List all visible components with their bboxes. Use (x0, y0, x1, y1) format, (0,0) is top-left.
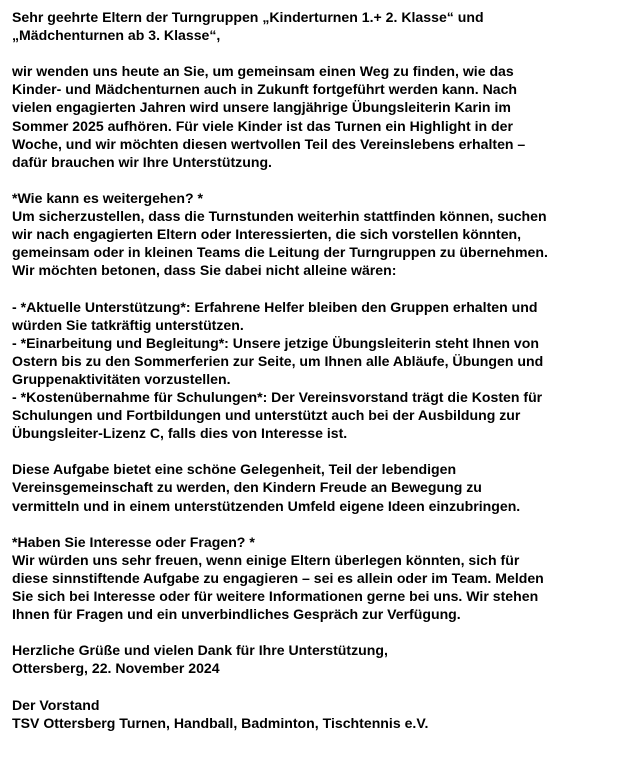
opportunity-line-1: Diese Aufgabe bietet eine schöne Gelegenheit, Teil der lebendigen (12, 461, 457, 478)
interest-line-4: Ihnen für Fragen und ein unverbindliches Gespräch zur Verfügung. (12, 606, 461, 623)
closing-place-date: Ottersberg, 22. November 2024 (12, 660, 220, 677)
support-item-onboarding: - *Einarbeitung und Begleitung*: Unsere jetzige Übungsleiterin steht Ihnen von (12, 334, 539, 351)
continuation-line-1: Um sicherzustellen, dass die Turnstunden weiterhin stattfinden können, suchen (12, 208, 547, 225)
continuation-line-4: Wir möchten betonen, dass Sie dabei nicht alleine wären: (12, 262, 397, 279)
support-item-costs-cont-1: Schulungen und Fortbildungen und unterstützt auch bei der Ausbildung zur (12, 407, 521, 424)
continuation-line-2: wir nach engagierten Eltern oder Interessierten, die sich vorstellen könnten, (12, 226, 522, 243)
support-item-onboarding-cont-1: Ostern bis zu den Sommerferien zur Seite, um Ihnen alle Abläufe, Übungen und (12, 352, 544, 369)
support-item-costs: - *Kostenübernahme für Schulungen*: Der Vereinsvorstand trägt die Kosten für (12, 388, 543, 405)
support-item-onboarding-cont-2: Gruppenaktivitäten vorzustellen. (12, 370, 231, 387)
support-item-costs-cont-2: Übungsleiter-Lizenz C, falls dies von Interesse ist. (12, 425, 348, 442)
intro-line-6: dafür brauchen wir Ihre Unterstützung. (12, 153, 272, 170)
interest-heading: *Haben Sie Interesse oder Fragen? * (12, 533, 255, 550)
continuation-section (12, 189, 624, 279)
intro-line-1: wir wenden uns heute an Sie, um gemeinsam einen Weg zu finden, wie das (12, 63, 514, 80)
signature-club-name: TSV Ottersberg Turnen, Handball, Badminton, Tischtennis e.V. (12, 714, 429, 731)
interest-line-1: Wir würden uns sehr freuen, wenn einige Eltern überlegen könnten, sich für (12, 551, 520, 568)
intro-line-2: Kinder- und Mädchenturnen auch in Zukunft fortgeführt werden kann. Nach (12, 81, 518, 98)
intro-paragraph (12, 62, 624, 171)
salutation-line-1: Sehr geehrte Eltern der Turngruppen „Kinderturnen 1.+ 2. Klasse“ und (12, 9, 484, 25)
interest-line-3: Sie sich bei Interesse oder für weitere Informationen gerne bei uns. Wir stehen (12, 588, 539, 604)
closing-greeting: Herzliche Grüße und vielen Dank für Ihre Unterstützung, (12, 642, 388, 659)
continuation-heading: *Wie kann es weitergehen? * (12, 189, 203, 206)
support-item-current: - *Aktuelle Unterstützung*: Erfahrene Helfer bleiben den Gruppen erhalten und (12, 298, 538, 315)
opportunity-line-2: Vereinsgemeinschaft zu werden, den Kindern Freude an Bewegung zu (12, 479, 482, 496)
intro-line-4: Sommer 2025 aufhören. Für viele Kinder ist das Turnen ein Highlight in der (12, 117, 513, 134)
salutation-line-2: „Mädchenturnen ab 3. Klasse“, (12, 27, 221, 44)
intro-line-3: vielen engagierten Jahren wird unsere langjährige Übungsleiterin Karin im (12, 99, 511, 116)
closing (12, 641, 624, 677)
signature-board: Der Vorstand (12, 696, 100, 713)
intro-line-5: Woche, und wir möchten diesen wertvollen Teil des Vereinslebens erhalten – (12, 135, 526, 152)
support-list (12, 298, 624, 443)
opportunity-line-3: vermitteln und in einem unterstützenden Umfeld eigene Ideen einzubringen. (12, 497, 521, 514)
continuation-line-3: gemeinsam oder in kleinen Teams die Leitung der Turngruppen zu übernehmen. (12, 244, 548, 261)
opportunity-paragraph (12, 460, 624, 514)
interest-line-2: diese sinnstiftende Aufgabe zu engagieren – sei es allein oder im Team. Melden (12, 569, 544, 586)
letter-body (12, 8, 624, 750)
interest-section (12, 533, 624, 623)
support-item-current-cont: würden Sie tatkräftig unterstützen. (12, 316, 244, 333)
signature (12, 696, 624, 732)
salutation (12, 8, 624, 44)
